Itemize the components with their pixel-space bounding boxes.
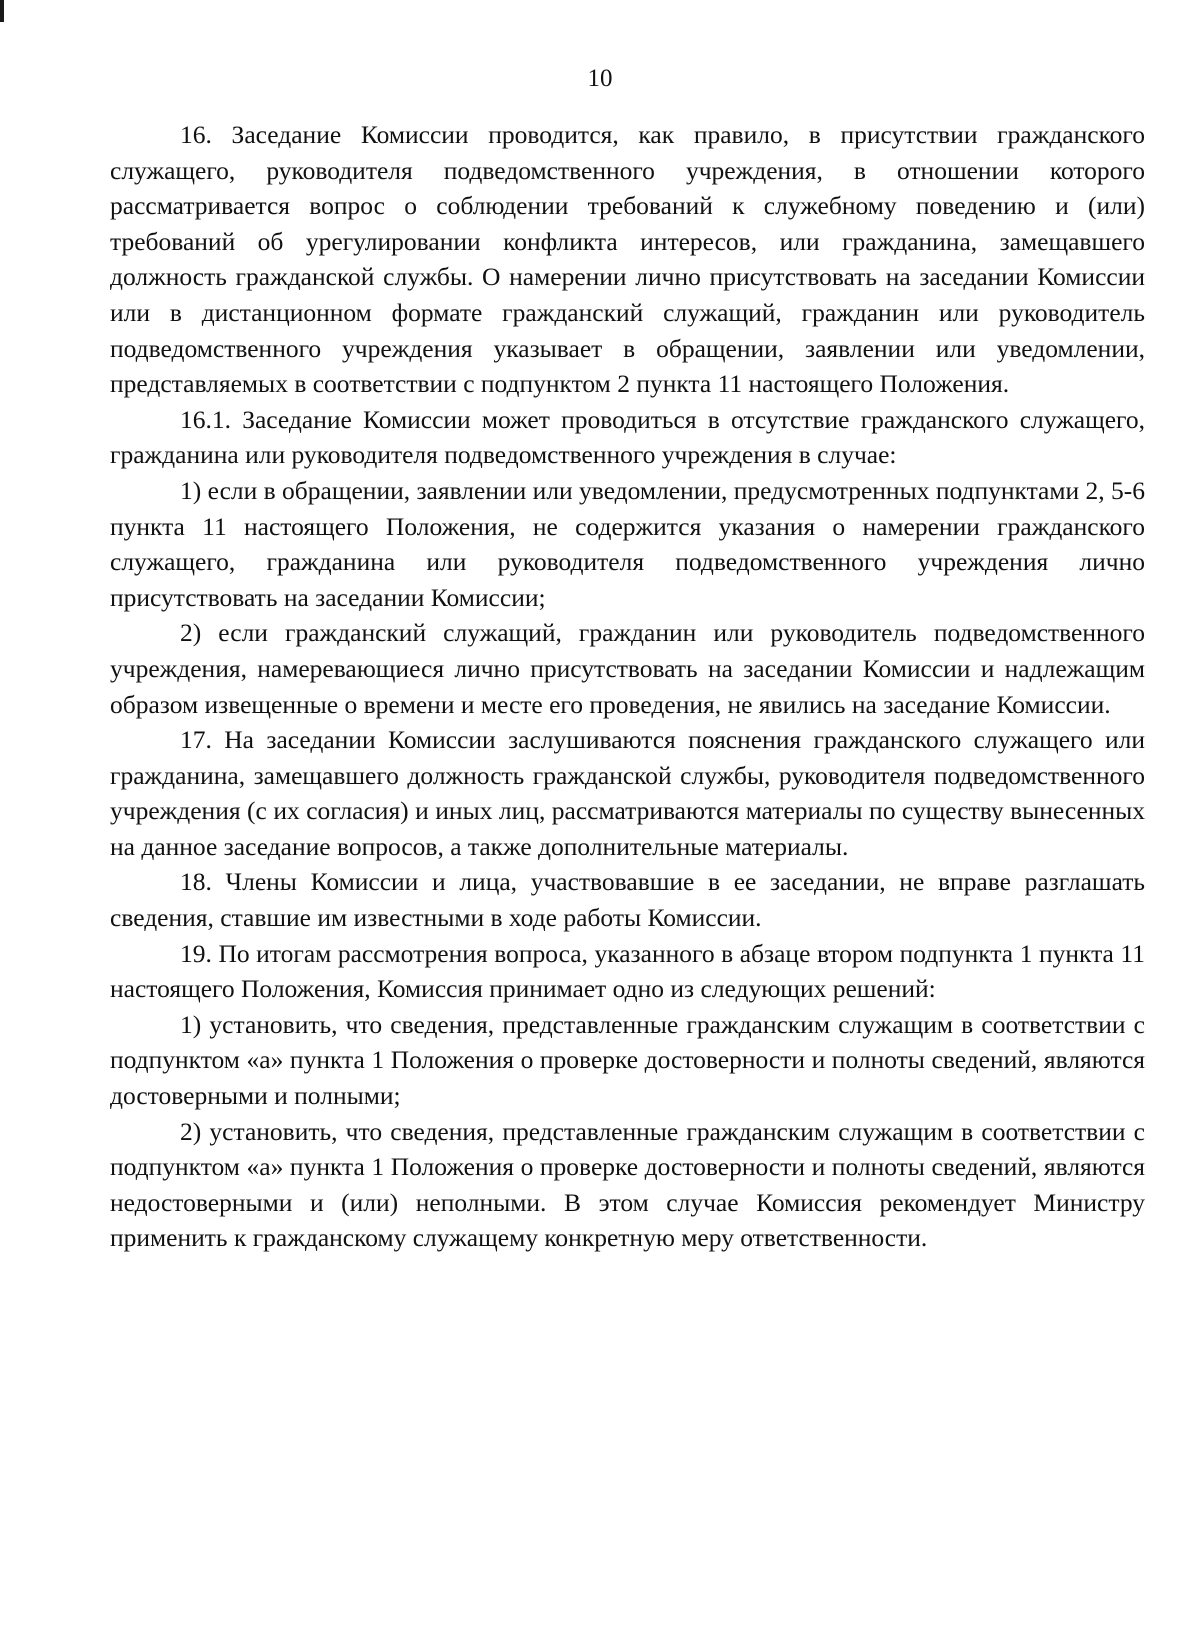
scan-edge-mark	[0, 0, 4, 22]
paragraph-16-1-item-1: 1) если в обращении, заявлении или уведомлении, предусмотренных подпунктами 2, 5-6 пункта 11 настоящего Положения, не содержится указания о намерении гражданского служащего, гражданина или руководителя подведомственного учреждения лично присутствовать на заседании Комиссии;	[110, 475, 1145, 612]
paragraph-19: 19. По итогам рассмотрения вопроса, указанного в абзаце втором подпункта 1 пункта 11 настоящего Положения, Комиссия принимает одно из следующих решений:	[110, 938, 1145, 1004]
document-body	[110, 117, 1145, 1256]
paragraph-18: 18. Члены Комиссии и лица, участвовавшие в ее заседании, не вправе разглашать сведения, ставшие им известными в ходе работы Комиссии.	[110, 867, 1145, 933]
paragraph-19-item-1: 1) установить, что сведения, представленные гражданским служащим в соответствии с подпунктом «а» пункта 1 Положения о проверке достоверности и полноты сведений, являются достоверными и полными;	[110, 1009, 1145, 1111]
paragraph-19-item-2: 2) установить, что сведения, представленные гражданским служащим в соответствии с подпунктом «а» пункта 1 Положения о проверке достоверности и полноты сведений, являются недостоверными и (или) неполными. В этом случае Комиссия рекомендует Министру применить к гражданскому служащему конкретную меру ответственности.	[110, 1116, 1145, 1253]
paragraph-17: 17. На заседании Комиссии заслушиваются пояснения гражданского служащего или гражданина, замещавшего должность гражданской службы, руководителя подведомственного учреждения (с их согласия) и иных лиц, рассматриваются материалы по существу вынесенных на данное заседание вопросов, а также дополнительные материалы.	[110, 725, 1145, 861]
paragraph-16: 16. Заседание Комиссии проводится, как правило, в присутствии гражданского служащего, руководителя подведомственного учреждения, в отношении которого рассматривается вопрос о соблюдении требований к служебному поведению и (или) требований об урегулировании конфликта интересов, или гражданина, замещавшего должность гражданской службы. О намерении лично присутствовать на заседании Комиссии или в дистанционном формате гражданский служащий, гражданин или руководитель подведомственного учреждения указывает в обращении, заявлении или уведомлении, представляемых в соответствии с подпунктом 2 пункта 11 настоящего Положения.	[110, 120, 1145, 399]
paragraph-16-1-item-2: 2) если гражданский служащий, гражданин или руководитель подведомственного учреждения, намеревающиеся лично присутствовать на заседании Комиссии и надлежащим образом извещенные о времени и месте его проведения, не явились на заседание Комиссии.	[110, 618, 1145, 719]
paragraph-16-1: 16.1. Заседание Комиссии может проводиться в отсутствие гражданского служащего, гражданина или руководителя подведомственного учреждения в случае:	[110, 404, 1145, 470]
page-number: 10	[587, 65, 613, 92]
